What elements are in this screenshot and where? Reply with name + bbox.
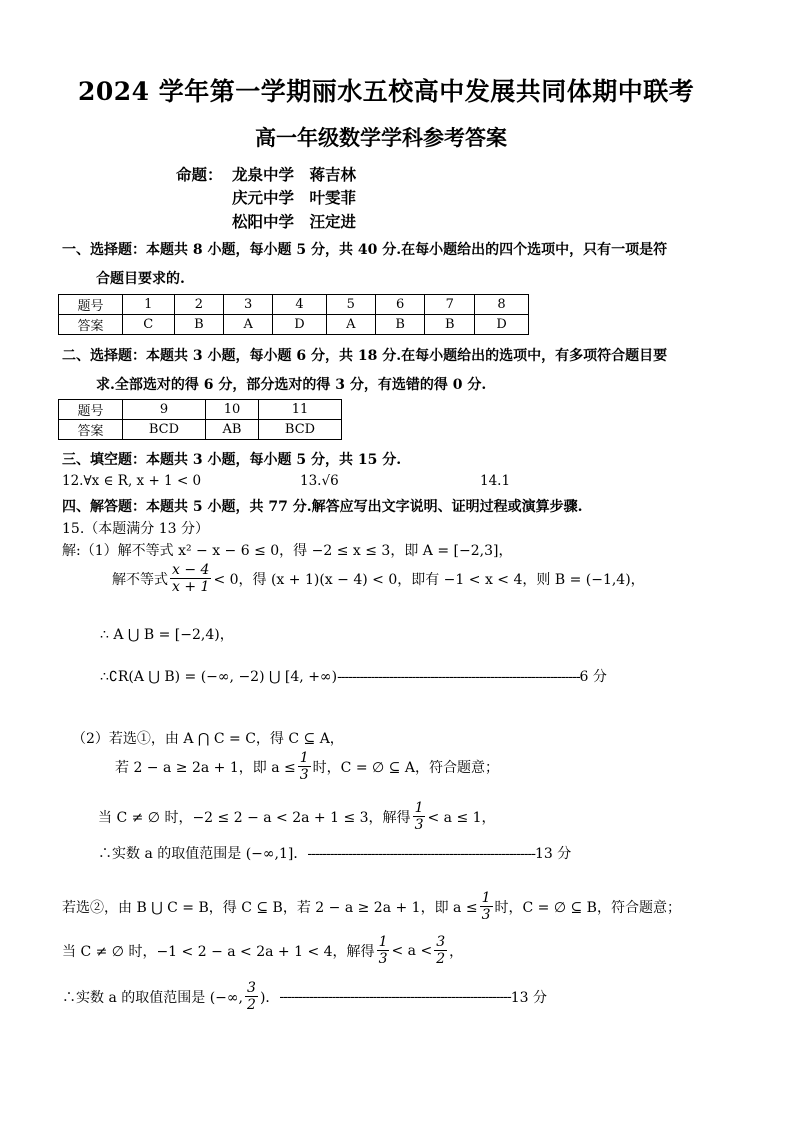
section4-heading: 四、解答题：本题共 5 小题，共 77 分.解答应写出文字说明、证明过程或演算步骤. <box>62 499 583 515</box>
section2-heading: 二、选择题：本题共 3 小题，每小题 6 分，共 18 分.在每小题给出的选项中，有多项符合题目要 <box>62 348 668 364</box>
fraction <box>377 934 390 967</box>
score: 13 分 <box>534 846 572 862</box>
numerator: 1 <box>378 934 388 950</box>
score: 6 分 <box>579 669 607 685</box>
text: 解不等式 <box>112 571 168 588</box>
answer-13-prefix: 13. <box>300 473 322 489</box>
q-number: 5 <box>326 295 375 315</box>
section3-heading: 三、填空题：本题共 3 小题，每小题 5 分，共 15 分. <box>62 452 402 468</box>
text: 时，C = ∅ ⊆ A，符合题意； <box>312 759 499 776</box>
denominator: 2 <box>436 951 446 968</box>
q-answer: AB <box>205 420 258 440</box>
q-number: 1 <box>123 295 175 315</box>
score: 13 分 <box>510 989 547 1006</box>
text: < a < <box>391 942 433 959</box>
q-answer: A <box>224 315 273 335</box>
answer-14: 14.1 <box>480 473 511 489</box>
q15-title: 15.（本题满分 13 分） <box>62 521 209 537</box>
q15-part1-line3: ∴ A ⋃ B = [−2,4)， <box>100 627 234 643</box>
q-number: 4 <box>273 295 327 315</box>
section1-heading: 一、选择题：本题共 8 小题，每小题 5 分，共 40 分.在每小题给出的四个选项中，只有一项是符 <box>62 242 668 258</box>
text: ∴∁R(A ⋃ B) = (−∞, −2) ⋃ [4, +∞) <box>100 669 338 685</box>
q15-part2-line4 <box>98 843 571 863</box>
q-number: 3 <box>224 295 273 315</box>
numerator: 3 <box>436 934 446 950</box>
q-answer: BCD <box>123 420 206 440</box>
numerator: 1 <box>299 750 309 766</box>
q15-option2-line3 <box>62 980 547 1013</box>
q15-option2-line1 <box>62 890 681 923</box>
author-line-2: 庆元中学 叶雯菲 <box>232 188 357 207</box>
text: < a ≤ 1， <box>427 809 496 826</box>
row-label-answer: 答案 <box>59 420 123 440</box>
numerator: x − 4 <box>172 562 210 578</box>
q15-option2-line2 <box>62 934 463 967</box>
section2-heading-cont: 求.全部选对的得 6 分，部分选对的得 3 分，有选错的得 0 分. <box>96 377 487 393</box>
denominator: x + 1 <box>172 579 210 596</box>
text: 当 C ≠ ∅ 时，−1 < 2 − a < 2a + 1 < 4，解得 <box>62 943 375 960</box>
q-answer: B <box>425 315 475 335</box>
q-number: 8 <box>475 295 529 315</box>
text: )． <box>259 989 280 1006</box>
q-number: 9 <box>123 400 206 420</box>
author-line-1: 龙泉中学 蒋吉林 <box>232 165 357 184</box>
fraction <box>298 750 311 783</box>
row-label-number: 题号 <box>59 400 123 420</box>
text: ， <box>449 943 464 960</box>
text: 当 C ≠ ∅ 时，−2 ≤ 2 − a < 2a + 1 ≤ 3，解得 <box>98 809 411 826</box>
q-number: 2 <box>174 295 224 315</box>
q15-part1-line2 <box>112 562 645 595</box>
text: < 0，得 (x + 1)(x − 4) < 0，即有 −1 < x < 4，则 B = (−1,4)， <box>213 571 645 588</box>
row-label-number: 题号 <box>59 295 123 315</box>
q-answer: D <box>475 315 529 335</box>
denominator: 3 <box>299 767 309 784</box>
text: ∴实数 a 的取值范围是 (−∞,1]． <box>98 846 308 862</box>
answer-12: 12.∀x ∈ R, x + 1 < 0 <box>62 473 202 489</box>
authors-label: 命题： <box>176 165 223 184</box>
numerator: 3 <box>247 980 256 996</box>
text: 若选②，由 B ⋃ C = B，得 C ⊆ B，若 2 − a ≥ 2a + 1，即 a ≤ <box>62 899 478 916</box>
answer-13 <box>300 473 339 489</box>
denominator: 3 <box>378 951 388 968</box>
q-number: 11 <box>259 400 342 420</box>
q-answer: D <box>273 315 327 335</box>
numerator: 1 <box>414 800 424 816</box>
fraction <box>434 934 447 967</box>
fraction <box>413 800 426 833</box>
fraction <box>245 980 258 1013</box>
score-leader: ------------------------------------------------------------- <box>307 846 535 862</box>
section2-answer-table <box>58 399 342 440</box>
section1-answer-table <box>58 294 529 335</box>
text: ∴实数 a 的取值范围是 (−∞, <box>62 989 244 1006</box>
author-line-3: 松阳中学 汪定进 <box>232 212 357 231</box>
q-answer: C <box>123 315 175 335</box>
page-title: 2024 学年第一学期丽水五校高中发展共同体期中联考 <box>78 77 695 106</box>
q-answer: BCD <box>259 420 342 440</box>
score-leader: ----------------------------------------------------------------- <box>337 669 580 685</box>
q15-part2-line2 <box>115 750 499 783</box>
score-leader: -------------------------------------------------------------- <box>279 988 511 1005</box>
q-number: 10 <box>205 400 258 420</box>
q15-part1-line4 <box>100 666 607 686</box>
q15-part2-line3 <box>98 800 496 833</box>
q-answer: B <box>375 315 425 335</box>
section1-heading-cont: 合题目要求的. <box>96 271 185 287</box>
page-subtitle: 高一年级数学学科参考答案 <box>255 125 507 150</box>
answer-13-value: √6 <box>321 473 339 489</box>
text: 若 2 − a ≥ 2a + 1，即 a ≤ <box>115 759 296 776</box>
numerator: 1 <box>481 890 491 906</box>
row-label-answer: 答案 <box>59 315 123 335</box>
q15-part1-line1: 解:（1）解不等式 x² − x − 6 ≤ 0，得 −2 ≤ x ≤ 3，即 A = [−2,3]， <box>62 543 513 559</box>
q15-part2-line1: （2）若选①，由 A ⋂ C = C，得 C ⊆ A， <box>72 731 344 747</box>
text: 时，C = ∅ ⊆ B，符合题意； <box>494 899 681 916</box>
fraction <box>170 562 211 595</box>
denominator: 3 <box>481 907 491 924</box>
q-number: 6 <box>375 295 425 315</box>
denominator: 2 <box>247 997 256 1014</box>
denominator: 3 <box>414 817 424 834</box>
q-answer: A <box>326 315 375 335</box>
q-answer: B <box>174 315 224 335</box>
q-number: 7 <box>425 295 475 315</box>
fraction <box>480 890 493 923</box>
